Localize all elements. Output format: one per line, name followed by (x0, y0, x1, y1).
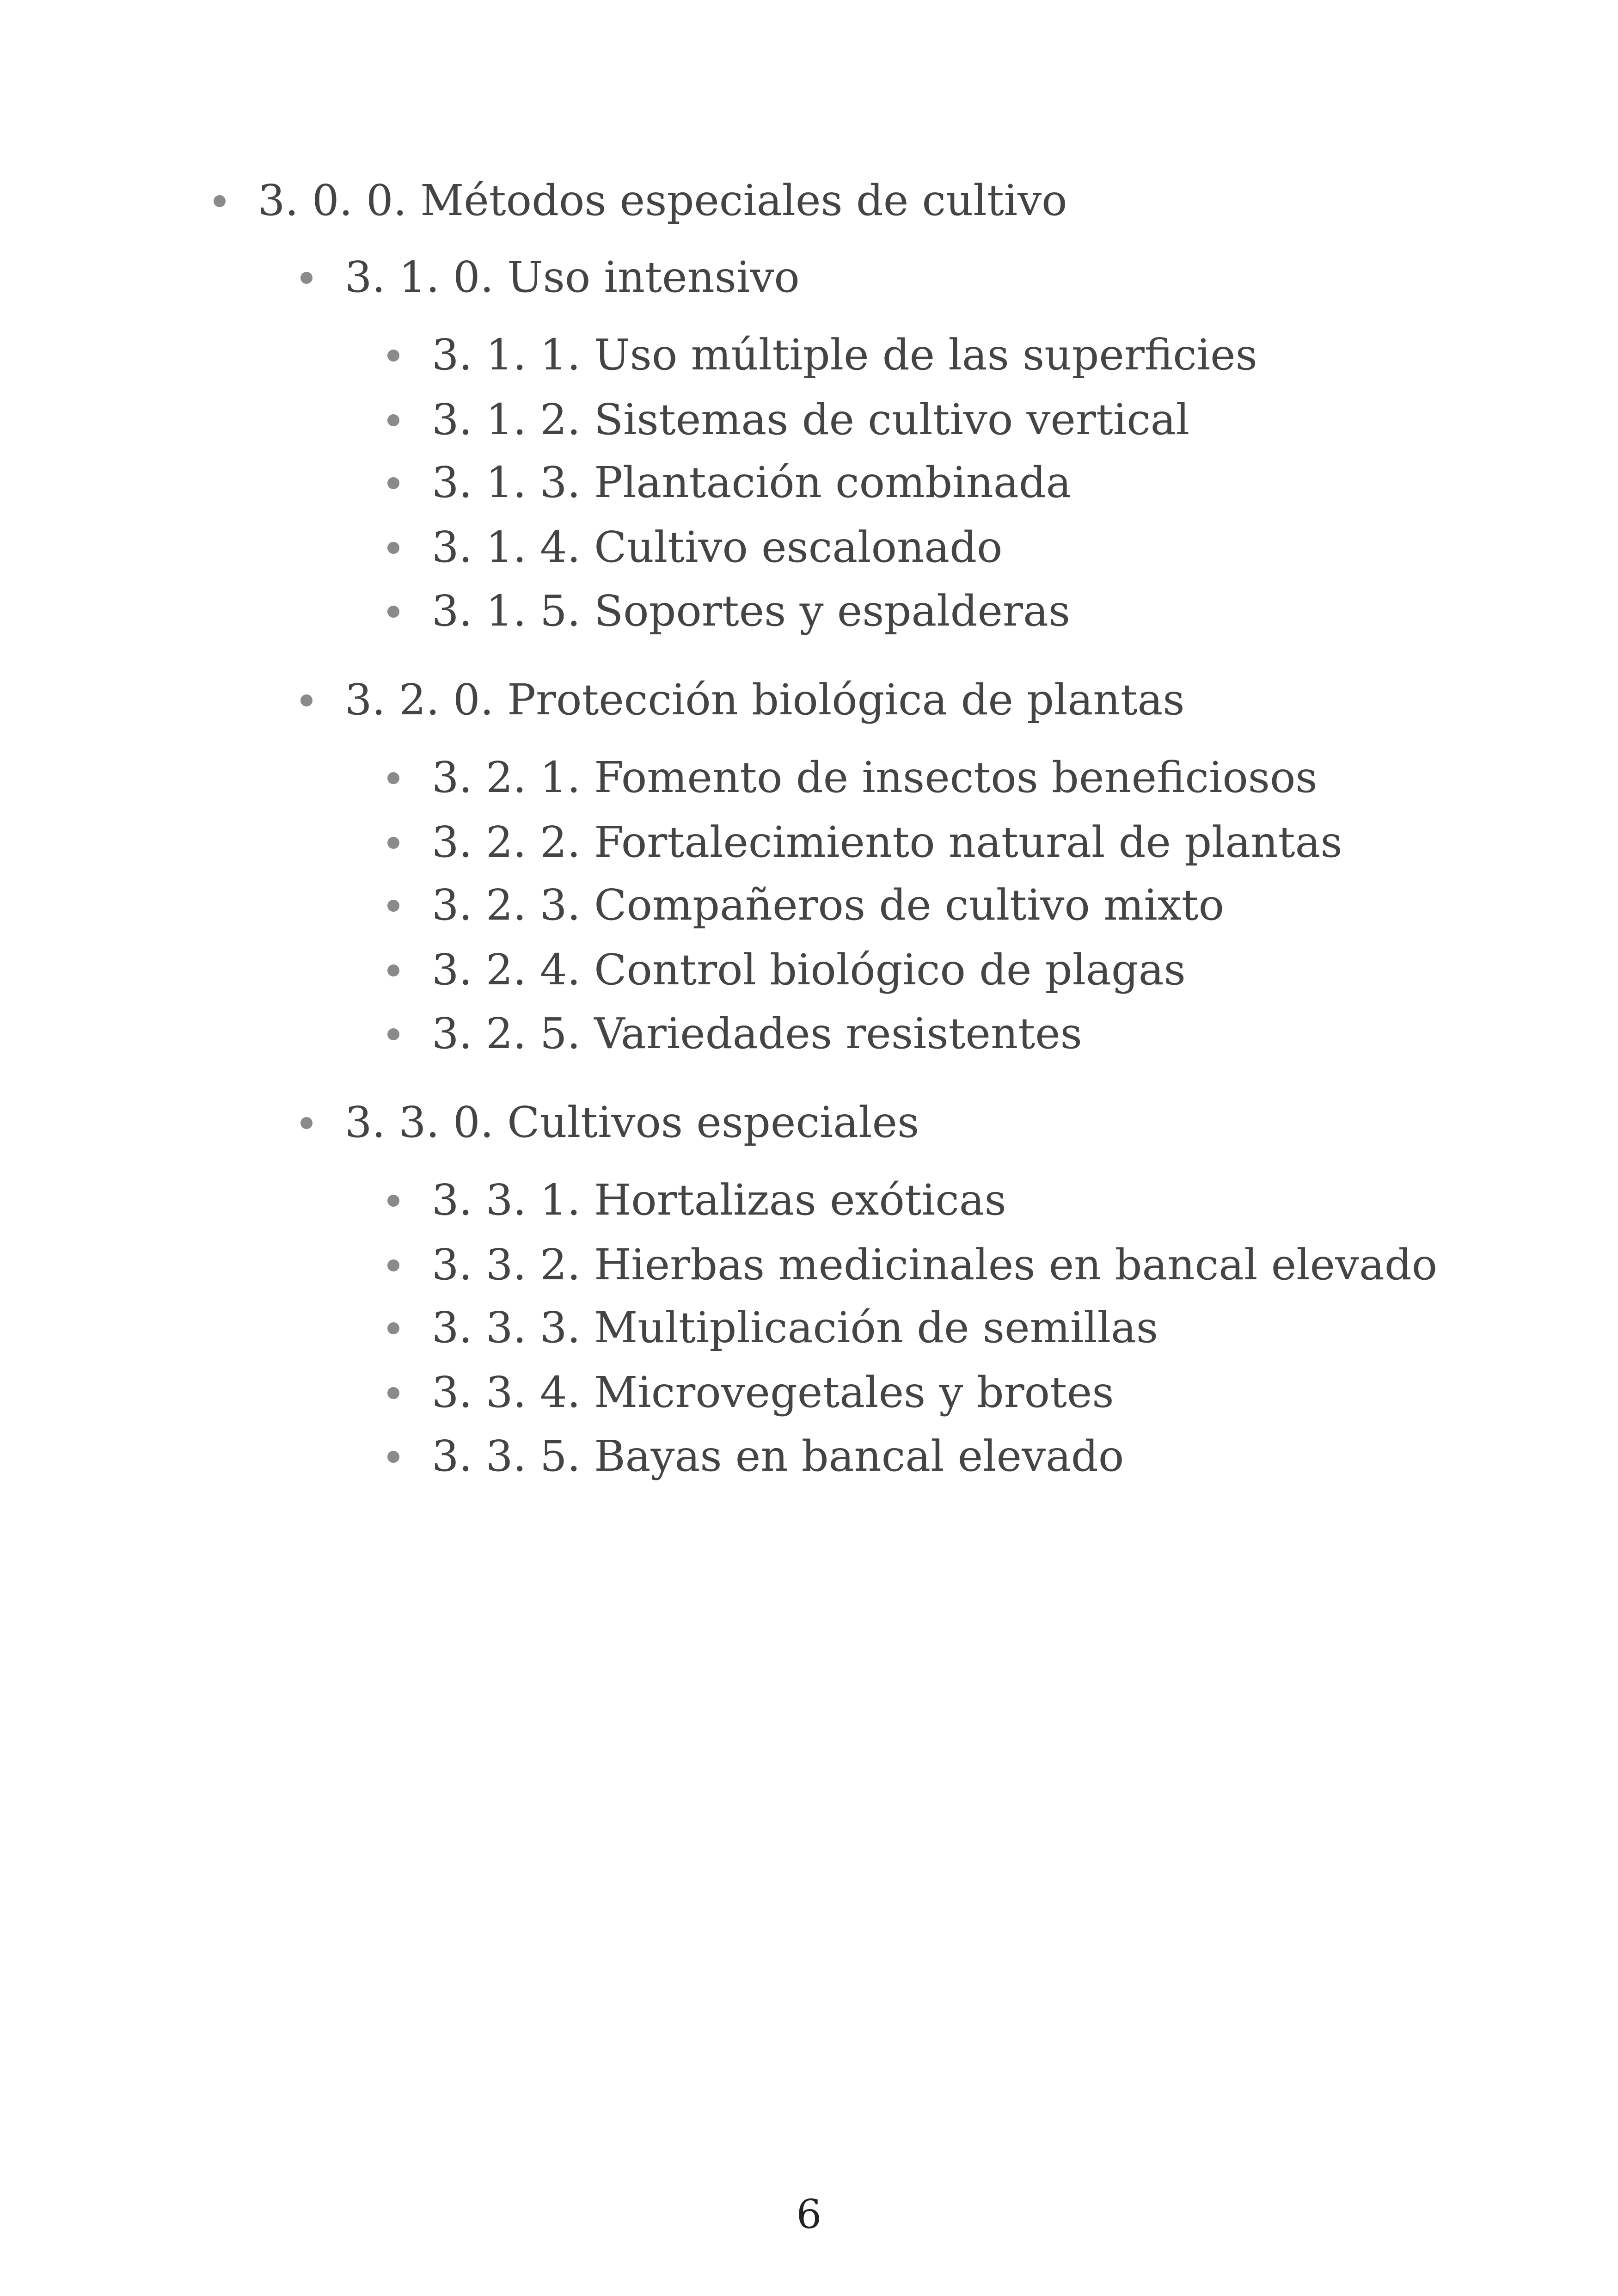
toc-item-label: 3. 1. 4. Cultivo escalonado (432, 522, 1003, 572)
toc-item-label: 3. 2. 5. Variedades resistentes (432, 1009, 1082, 1058)
bullet-icon (214, 195, 226, 207)
bullet-icon (387, 350, 399, 362)
toc-item-label: 3. 3. 5. Bayas en bancal elevado (432, 1431, 1124, 1481)
bullet-icon (387, 1322, 399, 1334)
toc-item-label: 3. 2. 2. Fortalecimiento natural de plantas (432, 817, 1342, 867)
bullet-icon (300, 694, 313, 706)
toc-item-label: 3. 1. 2. Sistemas de cultivo vertical (432, 395, 1190, 444)
bullet-icon (387, 1451, 399, 1463)
bullet-icon (300, 1117, 313, 1129)
toc-item-label: 3. 1. 1. Uso múltiple de las superficies (432, 330, 1257, 380)
bullet-icon (387, 900, 399, 912)
toc-item-label: 3. 3. 2. Hierbas medicinales en bancal elevado (432, 1240, 1438, 1289)
toc-item-label: 3. 2. 4. Control biológico de plagas (432, 945, 1186, 995)
toc-item-label: 3. 2. 1. Fomento de insectos beneficiosos (432, 753, 1318, 802)
bullet-icon (300, 272, 313, 284)
toc-item-label: 3. 1. 3. Plantación combinada (432, 458, 1072, 507)
bullet-icon (387, 1387, 399, 1399)
bullet-icon (387, 964, 399, 976)
toc-item-label: 3. 3. 1. Hortalizas exóticas (432, 1175, 1006, 1225)
toc-item-label: 3. 2. 3. Compañeros de cultivo mixto (432, 880, 1225, 930)
bullet-icon (387, 414, 399, 426)
toc-item-label: 3. 1. 5. Soportes y espalderas (432, 586, 1071, 636)
toc-section-title: 3. 0. 0. Métodos especiales de cultivo (258, 176, 1067, 225)
toc-item-label: 3. 3. 3. Multiplicación de semillas (432, 1303, 1158, 1352)
bullet-icon (387, 1259, 399, 1271)
bullet-icon (387, 1195, 399, 1207)
page-number: 6 (796, 2192, 822, 2238)
bullet-icon (387, 1028, 399, 1040)
bullet-icon (387, 837, 399, 849)
bullet-icon (387, 606, 399, 618)
toc-subsection-title: 3. 2. 0. Protección biológica de plantas (345, 675, 1185, 724)
bullet-icon (387, 542, 399, 554)
toc-item-label: 3. 3. 4. Microvegetales y brotes (432, 1368, 1114, 1417)
toc-subsection-title: 3. 1. 0. Uso intensivo (345, 252, 800, 302)
toc-subsection-title: 3. 3. 0. Cultivos especiales (345, 1098, 919, 1147)
bullet-icon (387, 772, 399, 784)
bullet-icon (387, 477, 399, 489)
